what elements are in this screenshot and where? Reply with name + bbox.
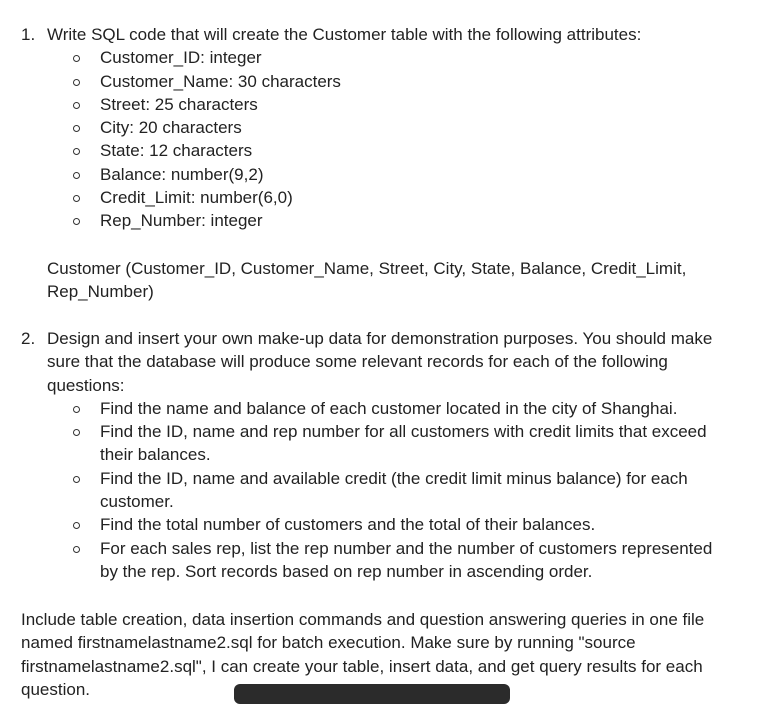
- hollow-bullet-icon: [73, 406, 80, 413]
- attribute-text: Street: 25 characters: [100, 94, 258, 114]
- question-1-heading: Write SQL code that will create the Customer table with the following attributes:: [47, 25, 642, 44]
- hollow-bullet-icon: [73, 79, 80, 86]
- attribute-text: Customer_Name: 30 characters: [100, 71, 341, 91]
- list-item: [21, 537, 721, 584]
- hollow-bullet-icon: [73, 55, 80, 62]
- list-item: [21, 397, 721, 420]
- question-text: Find the ID, name and rep number for all customers with credit limits that exceed their balances.: [100, 422, 707, 465]
- question-text: Find the ID, name and available credit (the credit limit minus balance) for each customer.: [100, 468, 688, 512]
- instructions-paragraph: Include table creation, data insertion commands and question answering queries in one file named firstnamelastname2.sql for batch execution. Make sure by running "source firstnamelastname2.sql", I can create your table, insert data, and get query results for each question.: [21, 610, 705, 699]
- hollow-bullet-icon: [73, 522, 80, 529]
- list-item: [21, 186, 721, 209]
- attribute-text: Customer_ID: integer: [100, 48, 262, 68]
- attribute-text: City: 20 characters: [100, 118, 242, 138]
- question-2-heading: Design and insert your own make-up data for demonstration purposes. You should make sure that the database will produce some relevant records for each of the following questions:: [47, 329, 713, 395]
- hollow-bullet-icon: [73, 476, 80, 483]
- question-text: Find the name and balance of each customer located in the city of Shanghai.: [100, 398, 678, 418]
- hollow-bullet-icon: [73, 195, 80, 202]
- list-item: [21, 467, 721, 514]
- list-item: [21, 163, 721, 186]
- hollow-bullet-icon: [73, 218, 80, 225]
- list-item: [21, 513, 721, 536]
- hollow-bullet-icon: [73, 102, 80, 109]
- list-item: [21, 116, 721, 139]
- attribute-text: Balance: number(9,2): [100, 164, 264, 184]
- hollow-bullet-icon: [73, 546, 80, 553]
- list-item: [21, 420, 721, 467]
- attribute-list: [21, 46, 721, 232]
- hollow-bullet-icon: [73, 148, 80, 155]
- question-2-number: 2.: [21, 329, 36, 348]
- attribute-text: State: 12 characters: [100, 141, 253, 161]
- list-item: [21, 209, 721, 232]
- list-item: [21, 46, 721, 69]
- list-item: [21, 139, 721, 162]
- list-item: [21, 70, 721, 93]
- question-text: Find the total number of customers and the total of their balances.: [100, 515, 596, 535]
- question-1: [21, 23, 721, 233]
- list-item: [21, 93, 721, 116]
- question-list: [21, 397, 721, 583]
- hollow-bullet-icon: [73, 125, 80, 132]
- question-1-number: 1.: [21, 25, 36, 44]
- attribute-text: Credit_Limit: number(6,0): [100, 188, 293, 208]
- question-2: [21, 327, 721, 583]
- attribute-text: Rep_Number: integer: [100, 211, 263, 231]
- table-schema: Customer (Customer_ID, Customer_Name, Street, City, State, Balance, Credit_Limit, Rep_Number): [47, 259, 687, 302]
- question-text: For each sales rep, list the rep number and the number of customers represented by the rep. Sort records based on rep number in ascending order.: [100, 538, 713, 581]
- overlay-bar: [234, 684, 510, 704]
- hollow-bullet-icon: [73, 429, 80, 436]
- hollow-bullet-icon: [73, 172, 80, 179]
